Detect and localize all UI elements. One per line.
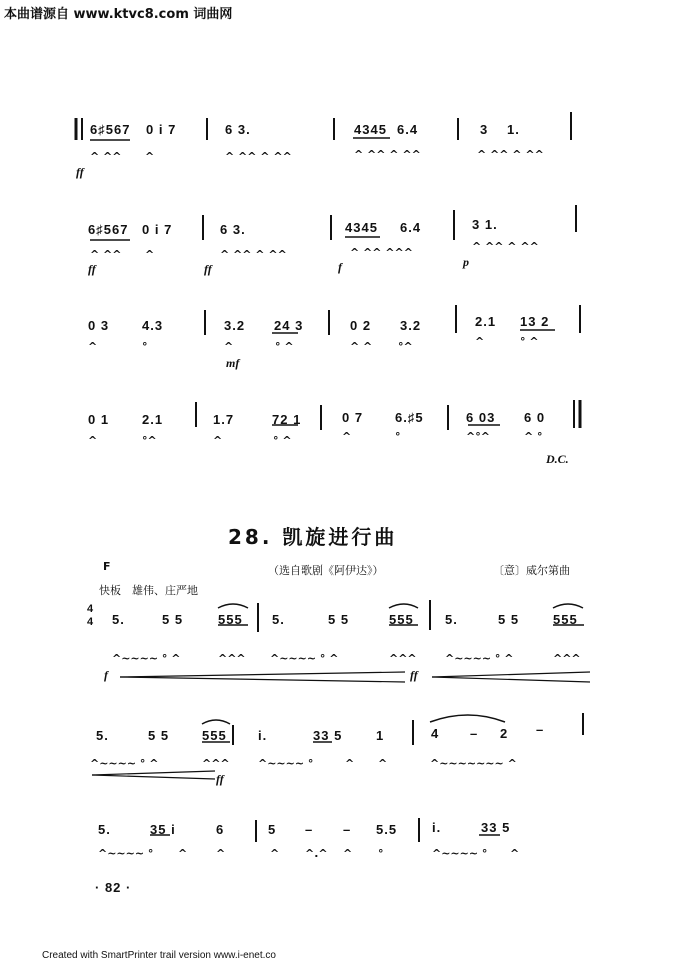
note-group: 6 3. [225,122,251,137]
svg-text:^ ^^ ^ ^^: ^ ^^ ^ ^^ [225,150,292,163]
note-group: 6 0 [524,410,546,425]
svg-text:^: ^ [475,335,485,348]
note-group: 5. [272,612,285,627]
svg-text:^ ^: ^ ^ [350,340,373,353]
note-group: 5. [98,822,111,837]
note-group: 3.2 [224,318,246,333]
svg-text:^: ^ [145,150,155,163]
note-group: 0 7 [342,410,364,425]
svg-text:^: ^ [510,847,520,860]
note-group: 5. [96,728,109,743]
note-group: 555 [218,612,243,627]
svg-text:^ ^^ ^ ^^: ^ ^^ ^ ^^ [472,240,539,253]
svg-text:^^^: ^^^ [218,652,246,665]
time-signature-top: 4 [87,603,95,615]
time-signature-bottom: 4 [87,616,95,628]
dynamic-mark: f [104,668,108,682]
note-group: 0 2 [350,318,372,333]
note-group: 4345 [354,122,387,137]
svg-text:° ^: ° ^ [273,434,292,447]
note-group: – [305,822,314,837]
note-group: 5 5 [148,728,170,743]
note-group: 3.2 [400,318,422,333]
dynamic-mark: ff [88,262,96,276]
svg-text:^ °: ^ ° [524,430,543,443]
note-group: 0 i 7 [146,122,177,137]
note-group: 1 [376,728,385,743]
svg-text:^^^: ^^^ [389,652,417,665]
dynamic-mark: p [463,255,469,269]
svg-text:^°^: ^°^ [466,430,490,443]
note-group: 13 2 [520,314,550,329]
piece-source: （选自歌剧《阿伊达》） [268,564,384,577]
note-group: 5 [268,822,277,837]
svg-text:^ ^^: ^ ^^ [90,248,122,261]
note-group: 6 3. [220,222,246,237]
note-group: 33 5 [313,728,343,743]
note-group: 72 1 [272,412,302,427]
dynamic-mark: f [338,260,342,274]
note-group: 2 [500,726,509,741]
svg-text:^~~~~ ° ^: ^~~~~ ° ^ [90,757,159,770]
svg-text:°: ° [395,430,401,443]
svg-text:^ ^^ ^ ^^: ^ ^^ ^ ^^ [354,148,421,161]
svg-text:^~~~~ °: ^~~~~ ° [258,757,314,770]
dynamic-mark: ff [204,262,212,276]
note-group: 4.3 [142,318,164,333]
note-group: 6♯567 [88,222,129,237]
svg-text:°: ° [142,340,148,353]
note-group: 5. [112,612,125,627]
svg-text:^.^: ^.^ [305,847,328,860]
svg-text:^: ^ [88,340,98,353]
note-group: 555 [202,728,227,743]
svg-text:^: ^ [270,847,280,860]
note-group: 555 [553,612,578,627]
note-group: 555 [389,612,414,627]
svg-text:° ^: ° ^ [520,335,539,348]
note-group: 4 [431,726,440,741]
dynamic-mark: ff [216,772,224,786]
footer-watermark: Created with SmartPrinter trail version www.i-enet.co [42,950,276,961]
svg-text:^ ^^: ^ ^^ [90,150,122,163]
svg-text:°^: °^ [398,340,413,353]
svg-text:^: ^ [342,430,352,443]
svg-text:^~~~~ ° ^: ^~~~~ ° ^ [270,652,339,665]
svg-text:^: ^ [88,434,98,447]
svg-text:^~~~~ °: ^~~~~ ° [432,847,488,860]
svg-text:^~~~~ ° ^: ^~~~~ ° ^ [112,652,181,665]
note-group: 6.4 [400,220,422,235]
svg-text:°: ° [378,847,384,860]
key-signature: F [103,560,111,573]
note-group: 1.7 [213,412,235,427]
page-number: · 82 · [95,880,132,895]
svg-text:^: ^ [345,757,355,770]
note-group: 0 1 [88,412,110,427]
dynamic-mark: ff [76,165,84,179]
svg-text:^~~~~~~~ ^: ^~~~~~~~ ^ [430,757,517,770]
da-capo-mark: D.C. [546,452,569,466]
svg-text:^: ^ [178,847,188,860]
piece-title: 28. 凯旋进行曲 [228,525,398,549]
composer-credit: 〔意〕威尔第曲 [493,564,570,577]
note-group: – [470,726,479,741]
tempo-marking: 快板 雄伟、庄严地 [99,584,198,597]
dynamic-mark: mf [226,356,240,370]
svg-text:^: ^ [216,847,226,860]
svg-text:^^^: ^^^ [553,652,581,665]
note-group: 5 5 [498,612,520,627]
svg-text:^^^: ^^^ [202,757,230,770]
svg-text:^: ^ [378,757,388,770]
svg-text:^: ^ [213,434,223,447]
note-group: 3 [480,122,489,137]
note-group: 6 03 [466,410,496,425]
note-group: – [343,822,352,837]
note-group: 2.1 [475,314,497,329]
svg-text:^: ^ [145,248,155,261]
note-group: 35 i [150,822,176,837]
note-group: i. [258,728,268,743]
note-group: 33 5 [481,820,511,835]
note-group: 6 [216,822,225,837]
note-group: 4345 [345,220,378,235]
note-group: 5.5 [376,822,398,837]
note-group: 5 5 [162,612,184,627]
note-group: 5. [445,612,458,627]
svg-text:^~~~~ ° ^: ^~~~~ ° ^ [445,652,514,665]
note-group: i. [432,820,442,835]
note-group: 24 3 [274,318,304,333]
svg-text:^: ^ [343,847,353,860]
note-group: 2.1 [142,412,164,427]
svg-text:^ ^^ ^ ^^: ^ ^^ ^ ^^ [220,248,287,261]
note-group: – [536,722,545,737]
note-group: 3 1. [472,217,498,232]
note-group: 0 i 7 [142,222,173,237]
dynamic-mark: ff [410,668,418,682]
note-group: 1. [507,122,520,137]
source-watermark: 本曲谱源自 www.ktvc8.com 词曲网 [4,7,233,22]
note-group: 0 3 [88,318,110,333]
note-group: 6.♯5 [395,410,424,425]
svg-text:°^: °^ [142,434,157,447]
svg-text:^: ^ [224,340,234,353]
svg-text:^ ^^ ^^^: ^ ^^ ^^^ [350,246,413,259]
svg-text:° ^: ° ^ [275,340,294,353]
svg-text:^~~~~ °: ^~~~~ ° [98,847,154,860]
svg-text:^ ^^ ^ ^^: ^ ^^ ^ ^^ [477,148,544,161]
note-group: 5 5 [328,612,350,627]
note-group: 6.4 [397,122,419,137]
note-group: 6♯567 [90,122,131,137]
